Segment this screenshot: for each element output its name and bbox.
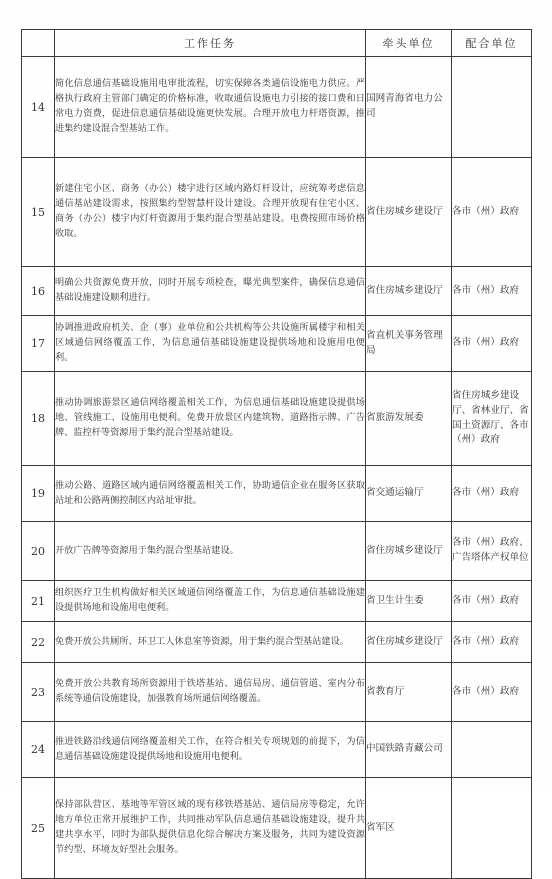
row-task: 简化信息通信基础设施用电审批流程，切实保障各类通信设施电力供应。严格执行政府主管部门确定的价格标准，收取通信设施电力引接的接口费和日常电力资费，促进信息通信基础设施更快发展。合理开放电力杆塔资源，推进集约建设混合型基站工作。 [55, 57, 366, 158]
header-task: 工作任务 [55, 30, 366, 57]
row-cooperating-unit: 各市（州）政府 [452, 267, 532, 316]
row-lead-unit: 省住房城乡建设厅 [366, 158, 452, 267]
row-task: 新建住宅小区、商务（办公）楼宇进行区域内路灯杆设计，应统筹考虑信息通信基站建设需求，按照集约型智慧杆设计建设。合理开放现有住宅小区、商务（办公）楼宇内灯杆资源用于集约混合型基站建设。电费按照市场价格收取。 [55, 158, 366, 267]
row-task: 免费开放公共厕所、环卫工人休息室等资源，用于集约混合型基站建设。 [55, 622, 366, 663]
row-task: 保持部队营区、基地等军管区域的现有移铁塔基站、通信局房等稳定，允许地方单位正常开展维护工作，共同推动军队信息通信基础设施建设，提升共建共享水平，同时为部队提供信息化综合解决方案及服务，共同为建设资源节约型、环境友好型社会服务。 [55, 778, 366, 879]
header-number-cell [22, 30, 55, 57]
row-cooperating-unit: 各市（州）政府 [452, 581, 532, 622]
row-cooperating-unit: 各市（州）政府、广告塔体产权单位 [452, 522, 532, 581]
row-number: 17 [22, 316, 55, 372]
row-lead-unit: 省教育厅 [366, 663, 452, 722]
row-task: 推进铁路沿线通信网络覆盖相关工作，在符合相关专项规划的前提下，为信息通信基础设施建设提供场地和设施用电便利。 [55, 722, 366, 778]
row-cooperating-unit [452, 722, 532, 778]
row-lead-unit: 中国铁路青藏公司 [366, 722, 452, 778]
row-task: 免费开放公共教育场所资源用于铁塔基站、通信局房、通信管道、室内分布系统等通信设施建设，加强教育场所通信网络覆盖。 [55, 663, 366, 722]
table-row [22, 316, 532, 372]
row-cooperating-unit: 各市（州）政府 [452, 663, 532, 722]
row-lead-unit: 省住房城乡建设厅 [366, 267, 452, 316]
row-number: 25 [22, 778, 55, 879]
row-lead-unit: 省交通运输厅 [366, 466, 452, 522]
row-cooperating-unit: 各市（州）政府 [452, 316, 532, 372]
header-lead-unit: 牵头单位 [366, 30, 452, 57]
row-lead-unit: 省住房城乡建设厅 [366, 622, 452, 663]
row-number: 20 [22, 522, 55, 581]
table-header-row [22, 30, 532, 57]
row-task: 明确公共资源免费开放，同时开展专项检查，曝光典型案件，确保信息通信基础设施建设顺利进行。 [55, 267, 366, 316]
row-number: 23 [22, 663, 55, 722]
table-row [22, 522, 532, 581]
task-table [21, 29, 532, 879]
row-lead-unit: 省旅游发展委 [366, 372, 452, 466]
table-row [22, 663, 532, 722]
row-number: 19 [22, 466, 55, 522]
table-row [22, 722, 532, 778]
row-number: 18 [22, 372, 55, 466]
table-row [22, 267, 532, 316]
row-cooperating-unit: 各市（州）政府 [452, 158, 532, 267]
row-cooperating-unit: 各市（州）政府 [452, 622, 532, 663]
row-number: 22 [22, 622, 55, 663]
table-row [22, 581, 532, 622]
row-lead-unit: 国网青海省电力公司 [366, 57, 452, 158]
row-lead-unit: 省军区 [366, 778, 452, 879]
row-task: 组织医疗卫生机构做好相关区域通信网络覆盖工作，为信息通信基础设施建设提供场地和设施用电便利。 [55, 581, 366, 622]
row-task: 推动公路、道路区域内通信网络覆盖相关工作，协助通信企业在服务区获取站址和公路两侧控制区内站址审批。 [55, 466, 366, 522]
table-row [22, 466, 532, 522]
table-row [22, 158, 532, 267]
row-lead-unit: 省卫生计生委 [366, 581, 452, 622]
row-task: 协调推进政府机关、企（事）业单位和公共机构等公共设施所属楼宇和相关区域通信网络覆盖工作，为信息通信基础设施建设提供场地和设施用电便利。 [55, 316, 366, 372]
row-number: 15 [22, 158, 55, 267]
header-cooperating-unit: 配合单位 [452, 30, 532, 57]
row-cooperating-unit [452, 57, 532, 158]
table-row [22, 778, 532, 879]
row-cooperating-unit: 各市（州）政府 [452, 466, 532, 522]
row-lead-unit: 省住房城乡建设厅 [366, 522, 452, 581]
row-number: 14 [22, 57, 55, 158]
row-cooperating-unit [452, 778, 532, 879]
row-number: 16 [22, 267, 55, 316]
row-number: 21 [22, 581, 55, 622]
row-task: 推动协调旅游景区通信网络覆盖相关工作，为信息通信基础设施建设提供场地、管线施工、设施用电便利。免费开放景区内建筑物、道路指示牌、广告牌、监控杆等资源用于集约混合型基站建设。 [55, 372, 366, 466]
table-row [22, 622, 532, 663]
row-cooperating-unit: 省住房城乡建设厅、省林业厅、省国土资源厅、各市（州）政府 [452, 372, 532, 466]
row-number: 24 [22, 722, 55, 778]
row-task: 开放广告牌等资源用于集约混合型基站建设。 [55, 522, 366, 581]
row-lead-unit: 省直机关事务管理局 [366, 316, 452, 372]
table-row [22, 372, 532, 466]
table-row [22, 57, 532, 158]
